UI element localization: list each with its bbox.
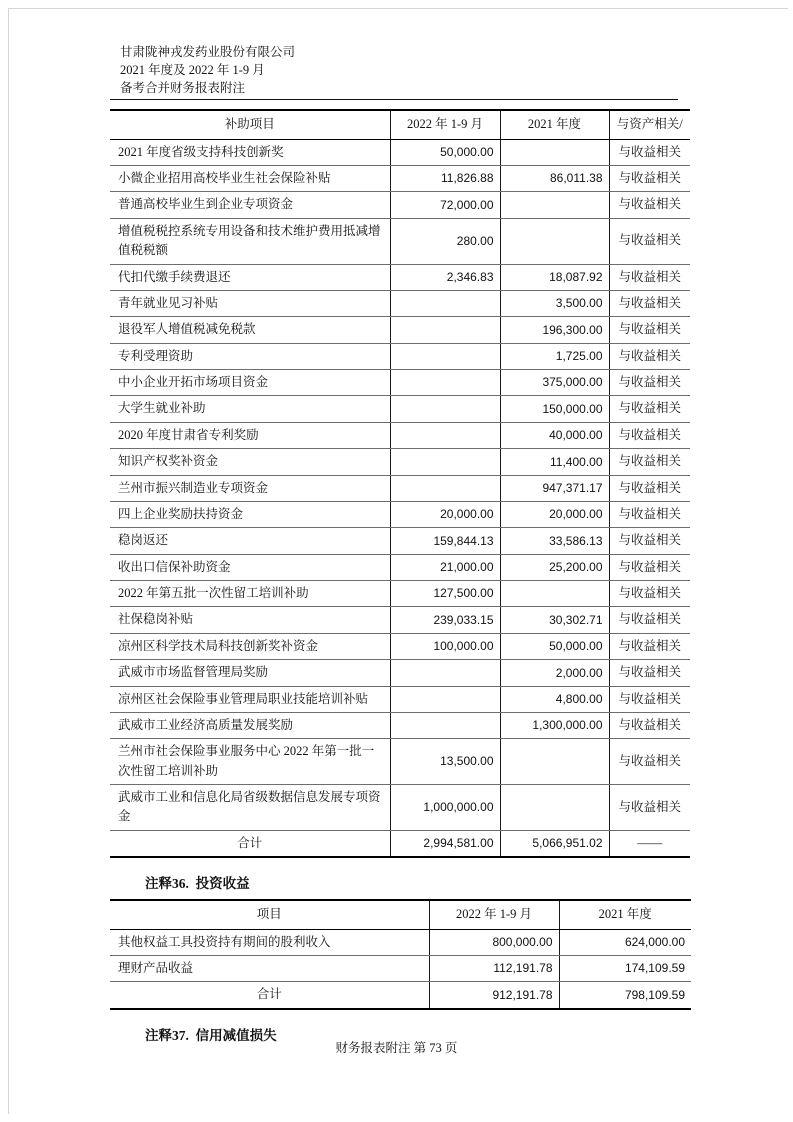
relation-cell: 与收益相关 [609,396,690,422]
relation-cell: 与收益相关 [609,317,690,343]
relation-cell: 与收益相关 [609,739,690,785]
investment-total-row [110,982,691,1009]
value-2022-cell [390,686,500,712]
relation-cell: 与收益相关 [609,686,690,712]
value-2022-cell [390,290,500,316]
column-header-item: 项目 [110,900,429,929]
value-2021-cell: 33,586.13 [500,528,609,554]
subsidy-table-row [110,686,690,712]
value-2021-cell: 20,000.00 [500,501,609,527]
header-divider [110,99,678,100]
column-header-2021: 2021 年度 [559,900,691,929]
value-2021-cell: 25,200.00 [500,554,609,580]
value-2022-cell: 13,500.00 [390,739,500,785]
investment-income-table [110,899,691,1010]
page-footer: 财务报表附注 第 73 页 [335,1041,458,1055]
relation-cell: 与收益相关 [609,633,690,659]
value-2021-cell [500,581,609,607]
value-2022-cell [390,370,500,396]
total-2021-cell: 5,066,951.02 [500,830,609,857]
subsidy-item-cell: 青年就业见习补贴 [110,290,390,316]
relation-cell: 与收益相关 [609,785,690,831]
relation-cell: 与收益相关 [609,660,690,686]
note37-heading: 注释37. 信用减值损失 [145,1027,277,1043]
subsidy-table-row [110,290,690,316]
subsidy-item-cell: 2020 年度甘肃省专利奖励 [110,422,390,448]
value-2021-cell [500,739,609,785]
subsidy-item-cell: 专利受理资助 [110,343,390,369]
subsidy-table-row [110,554,690,580]
relation-cell: 与收益相关 [609,290,690,316]
report-period: 2021 年度及 2022 年 1-9 月 [120,62,265,77]
relation-cell: 与收益相关 [609,343,690,369]
value-2022-cell [390,343,500,369]
column-header-2021: 2021 年度 [500,110,609,139]
value-2022-cell: 112,191.78 [429,955,559,981]
value-2022-cell [390,712,500,738]
subsidy-table-row [110,739,690,785]
value-2022-cell: 72,000.00 [390,192,500,218]
subsidy-table-row [110,192,690,218]
value-2021-cell: 150,000.00 [500,396,609,422]
value-2022-cell [390,396,500,422]
subsidy-table-row [110,449,690,475]
subsidy-table-row [110,528,690,554]
subsidy-item-cell: 知识产权奖补资金 [110,449,390,475]
subsidy-item-cell: 退役军人增值税减免税款 [110,317,390,343]
value-2021-cell: 196,300.00 [500,317,609,343]
value-2021-cell: 30,302.71 [500,607,609,633]
subsidy-item-cell: 普通高校毕业生到企业专项资金 [110,192,390,218]
value-2022-cell: 239,033.15 [390,607,500,633]
column-header-subsidy-item: 补助项目 [110,110,390,139]
investment-table-header-row [110,900,691,929]
subsidy-item-cell: 武威市市场监督管理局奖励 [110,660,390,686]
subsidy-item-cell: 社保稳岗补贴 [110,607,390,633]
relation-cell: 与收益相关 [609,554,690,580]
subsidy-item-cell: 兰州市振兴制造业专项资金 [110,475,390,501]
value-2021-cell [500,139,609,165]
subsidy-table-row [110,166,690,192]
investment-item-cell: 其他权益工具投资持有期间的股利收入 [110,929,429,955]
column-header-relation: 与资产相关/ [609,110,690,139]
value-2022-cell: 11,826.88 [390,166,500,192]
subsidy-item-cell: 中小企业开拓市场项目资金 [110,370,390,396]
relation-cell: 与收益相关 [609,581,690,607]
relation-cell: 与收益相关 [609,264,690,290]
report-title: 备考合并财务报表附注 [120,80,246,95]
value-2022-cell [390,317,500,343]
subsidy-item-cell: 2022 年第五批一次性留工培训补助 [110,581,390,607]
subsidy-table-row [110,317,690,343]
subsidy-item-cell: 2021 年度省级支持科技创新奖 [110,139,390,165]
value-2021-cell: 1,725.00 [500,343,609,369]
investment-table-row [110,929,691,955]
value-2021-cell: 3,500.00 [500,290,609,316]
value-2022-cell: 21,000.00 [390,554,500,580]
relation-cell: 与收益相关 [609,501,690,527]
subsidy-table-header-row [110,110,690,139]
column-header-2022: 2022 年 1-9 月 [429,900,559,929]
relation-cell: 与收益相关 [609,370,690,396]
total-label-cell: 合计 [110,982,429,1009]
value-2022-cell: 1,000,000.00 [390,785,500,831]
total-2021-cell: 798,109.59 [624,987,685,1002]
subsidy-table-row [110,501,690,527]
subsidy-item-cell: 小微企业招用高校毕业生社会保险补贴 [110,166,390,192]
relation-cell: 与收益相关 [609,422,690,448]
subsidy-table-row [110,607,690,633]
subsidy-table [110,109,690,858]
subsidy-table-row [110,264,690,290]
value-2021-cell [500,192,609,218]
value-2021-cell: 86,011.38 [500,166,609,192]
company-name: 甘肃陇神戎发药业股份有限公司 [120,45,296,59]
value-2021-cell: 1,300,000.00 [500,712,609,738]
value-2021-cell: 11,400.00 [500,449,609,475]
value-2021-cell: 174,109.59 [559,955,691,981]
document-header [120,44,793,97]
value-2022-cell [390,449,500,475]
relation-cell: 与收益相关 [609,475,690,501]
subsidy-item-cell: 大学生就业补助 [110,396,390,422]
value-2022-cell: 800,000.00 [429,929,559,955]
subsidy-item-cell: 武威市工业和信息化局省级数据信息发展专项资金 [110,785,390,831]
value-2021-cell: 50,000.00 [500,633,609,659]
value-2022-cell: 20,000.00 [390,501,500,527]
value-2022-cell: 2,346.83 [390,264,500,290]
subsidy-table-row [110,139,690,165]
investment-item-cell: 理财产品收益 [110,955,429,981]
relation-cell: 与收益相关 [609,528,690,554]
total-label-cell: 合计 [110,830,390,857]
subsidy-table-row [110,370,690,396]
total-2022-cell: 2,994,581.00 [390,830,500,857]
value-2021-cell [500,785,609,831]
value-2021-cell: 2,000.00 [500,660,609,686]
subsidy-item-cell: 稳岗返还 [110,528,390,554]
subsidy-item-cell: 武威市工业经济高质量发展奖励 [110,712,390,738]
subsidy-item-cell: 增值税税控系统专用设备和技术维护费用抵减增值税税额 [110,218,390,264]
subsidy-table-row [110,633,690,659]
value-2022-cell: 159,844.13 [390,528,500,554]
value-2022-cell [390,475,500,501]
relation-cell: 与收益相关 [609,139,690,165]
subsidy-item-cell: 代扣代缴手续费退还 [110,264,390,290]
subsidy-table-row [110,712,690,738]
value-2022-cell: 280.00 [390,218,500,264]
subsidy-total-row [110,830,690,857]
value-2022-cell [390,660,500,686]
subsidy-table-row [110,785,690,831]
value-2021-cell: 624,000.00 [559,929,691,955]
subsidy-table-row [110,396,690,422]
value-2022-cell [390,422,500,448]
subsidy-item-cell: 收出口信保补助资金 [110,554,390,580]
investment-table-row [110,955,691,981]
value-2021-cell: 40,000.00 [500,422,609,448]
relation-cell: 与收益相关 [609,192,690,218]
value-2022-cell: 127,500.00 [390,581,500,607]
value-2021-cell: 375,000.00 [500,370,609,396]
note36-heading: 注释36. 投资收益 [145,876,250,892]
column-header-2022: 2022 年 1-9 月 [390,110,500,139]
subsidy-table-row [110,218,690,264]
subsidy-table-row [110,422,690,448]
subsidy-table-row [110,660,690,686]
relation-cell: 与收益相关 [609,712,690,738]
subsidy-table-row [110,475,690,501]
subsidy-table-row [110,581,690,607]
value-2021-cell [500,218,609,264]
relation-cell: 与收益相关 [609,166,690,192]
subsidy-item-cell: 凉州区社会保险事业管理局职业技能培训补贴 [110,686,390,712]
subsidy-item-cell: 凉州区科学技术局科技创新奖补资金 [110,633,390,659]
subsidy-item-cell: 四上企业奖励扶持资金 [110,501,390,527]
relation-cell: 与收益相关 [609,607,690,633]
value-2021-cell: 18,087.92 [500,264,609,290]
subsidy-table-row [110,343,690,369]
subsidy-item-cell: 兰州市社会保险事业服务中心 2022 年第一批一次性留工培训补助 [110,739,390,785]
total-2022-cell: 912,191.78 [429,982,559,1009]
total-relation-cell: —— [637,835,663,850]
value-2021-cell: 4,800.00 [500,686,609,712]
value-2022-cell: 100,000.00 [390,633,500,659]
value-2021-cell: 947,371.17 [500,475,609,501]
relation-cell: 与收益相关 [609,218,690,264]
value-2022-cell: 50,000.00 [390,139,500,165]
relation-cell: 与收益相关 [609,449,690,475]
